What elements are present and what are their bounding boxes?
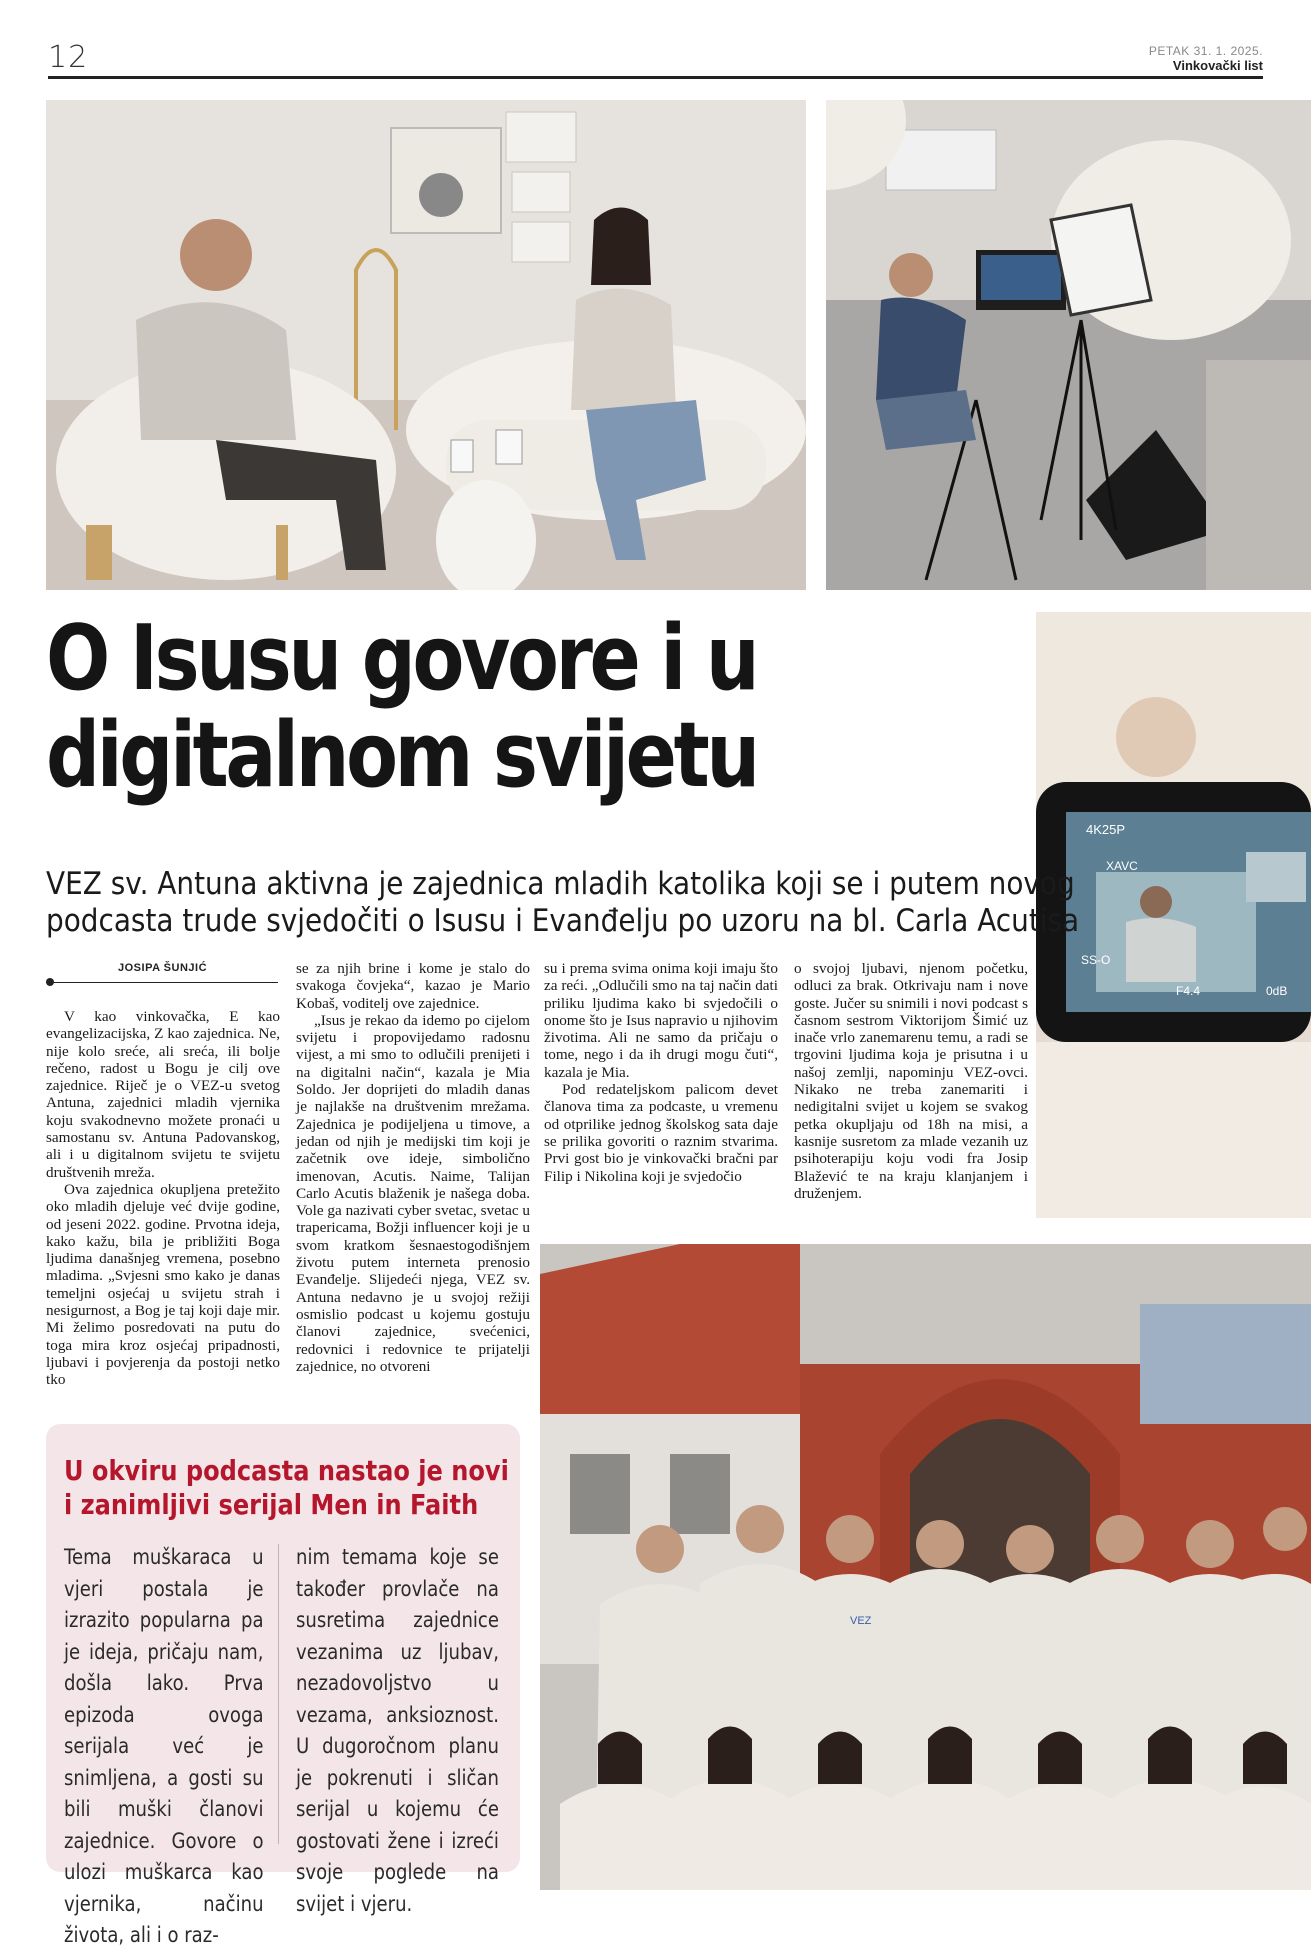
sidebar-title-line-2: i zanimljivi serijal Men in Faith: [64, 1488, 479, 1521]
article-deck: [46, 866, 1081, 940]
sweater-logo: VEZ: [850, 1615, 872, 1627]
headline-line-2: digitalnom svijetu: [46, 703, 757, 809]
byline: JOSIPA ŠUNJIĆ: [118, 962, 208, 974]
sidebar-column-1: Tema muškaraca u vjeri postala je izrazito popularna pa je ideja, pričaju nam, došla lako. Prva epizoda ovoga serijala već je snimljena, a gosti su bili muški članovi zajednice. Govore o ulozi muškarca kao vjernika, načinu života, ali i o raz-: [64, 1545, 264, 1947]
sidebar-title-line-1: U okviru podcasta nastao je novi: [64, 1454, 509, 1487]
behind-scenes-photo: [826, 100, 1311, 590]
paragraph: su i prema svima onima koji imaju što za reći. „Odlučili smo na taj način dati priliku ljudima kako bi svjedočili o onome što je Isus napravio u njihovim životima. Ali ne samo da pričaju o tome, nego i da ih drugi mogu čuti“, kazala je Mia.: [544, 960, 778, 1081]
group-photo: [540, 1244, 1311, 1890]
byline-rule: [46, 982, 278, 983]
sidebar-box: [46, 1424, 520, 1947]
screen-tag-gain: 0dB: [1266, 984, 1288, 998]
header-rule: [48, 76, 1263, 79]
paragraph: V kao vinkovačka, E kao evangelizacijska, Z kao zajednica. Ne, nije kolo sreće, ali sreća, ili bolje rečeno, radost u Bogu je cilj ove zajednice. Riječ je o VEZ-u svetog Antuna, zajednici mladih vjernika koju svakodnevno možete pronaći u samostanu sv. Antuna Padovanskog, ali i u digitalnom svijetu te svijetu društvenih mreža.: [46, 1008, 280, 1181]
podcast-studio-photo: [46, 100, 806, 590]
sidebar-title: [64, 1454, 509, 1522]
screen-tag-left: SS-O: [1081, 953, 1111, 967]
sidebar-column-2: nim temama koje se također provlače na susretima zajednice vezanima uz ljubav, nezadovoljstvo u vezama, anksioznost. U dugoročnom planu je pokrenuti i sličan serijal u kojemu će gostovati žene i izreći svoje poglede na svijet i vjeru.: [296, 1545, 499, 1916]
article-column-4: [794, 960, 1028, 1202]
page-number: 12: [48, 40, 89, 75]
paragraph: Ova zajednica okupljena pretežito oko mladih djeluje već dvije godine, od jeseni 2022. godine. Prvotna ideja, kako kažu, bila je približiti Boga ljudima današnjeg vremena, posebno mladima. „Svjesni smo kako je danas temeljni osjećaj u svijetu strah i nesigurnost, a Bog je taj koji daje mir. Mi želimo posredovati na putu do toga mira kroz osjećaj pripadnosti, ljubavi i povjerenja da postoji netko tko: [46, 1180, 280, 1389]
screen-tag-aperture: F4.4: [1176, 984, 1201, 998]
article-column-2: [296, 960, 530, 1375]
paragraph: o svojoj ljubavi, njenom početku, odluci za brak. Otkrivaju nam i nove goste. Jučer su snimili i novi podcast s časnom sestrom Viktorijom Šimić uz inače vrlo zanemarenu temu, a radi se trgovini ljudima koja je prisutna i u našoj zemlji, napominju VEZ-ovci. Nikako ne treba zanemariti i nedigitalni svijet u kojem se svakog petka okupljaju od 18h na misi, a kasnije susretom za mlade vezanih uz psihoterapiju koju vodi fra Josip Blažević te na kraju klanjanjem i druženjem.: [794, 960, 1028, 1202]
article-column-3: [544, 960, 778, 1185]
issue-date: PETAK 31. 1. 2025.: [1148, 44, 1263, 58]
paragraph: „Isus je rekao da idemo po cijelom svijetu i propovijedamo radosnu vijest, a mi smo to odlučili prenijeti i na digitalni način“, kazala je Mia Soldo. Jer doprijeti do mladih danas je najlakše na društvenim mrežama. Zajednica je podijeljena u timove, a jedan od njih je medijski tim koji je začetnik ove ideje, simbolično imenovan, Acutis. Naime, Talijan Carlo Acutis blaženik je našega doba. Vole ga nazivati cyber svetac, svetac u trapericama, Božji influencer koji je u svom kratkom šesnaestogodišnjem životu putem interneta prenosio Evanđelje. Slijedeći njega, VEZ sv. Antuna nedavno je u svojoj režiji osmislio podcast u kojemu gostuju članovi zajednice, svećenici, redovnici i redovnice te prijatelji zajednice, no otvoreni: [296, 1011, 530, 1375]
article-column-1: [46, 1008, 280, 1389]
publication-name: Vinkovački list: [1172, 58, 1263, 73]
article-headline: [46, 606, 878, 809]
screen-tag-top: 4K25P: [1086, 822, 1126, 837]
paragraph: se za njih brine i kome je stalo do svakoga čovjeka“, kazao je Mario Kobaš, voditelj ove zajednice.: [296, 960, 530, 1012]
deck-line-2: podcasta trude svjedočiti o Isusu i Evanđelju po uzoru na bl. Carla Acutisa: [46, 903, 1080, 940]
headline-line-1: O Isusu govore i u: [46, 606, 757, 711]
screen-tag-mid: XAVC: [1106, 859, 1138, 873]
sidebar-column-divider: [278, 1544, 279, 1844]
deck-line-1: VEZ sv. Antuna aktivna je zajednica mladih katolika koji se i putem novog: [46, 866, 1075, 902]
paragraph: Pod redateljskom palicom devet članova tima za podcaste, u vremenu od otprilike jednog školskog sata daje se prilika govoriti o raznim stvarima. Prvi gost bio je vinkovački bračni par Filip i Nikolina koji je svjedočio: [544, 1081, 778, 1185]
